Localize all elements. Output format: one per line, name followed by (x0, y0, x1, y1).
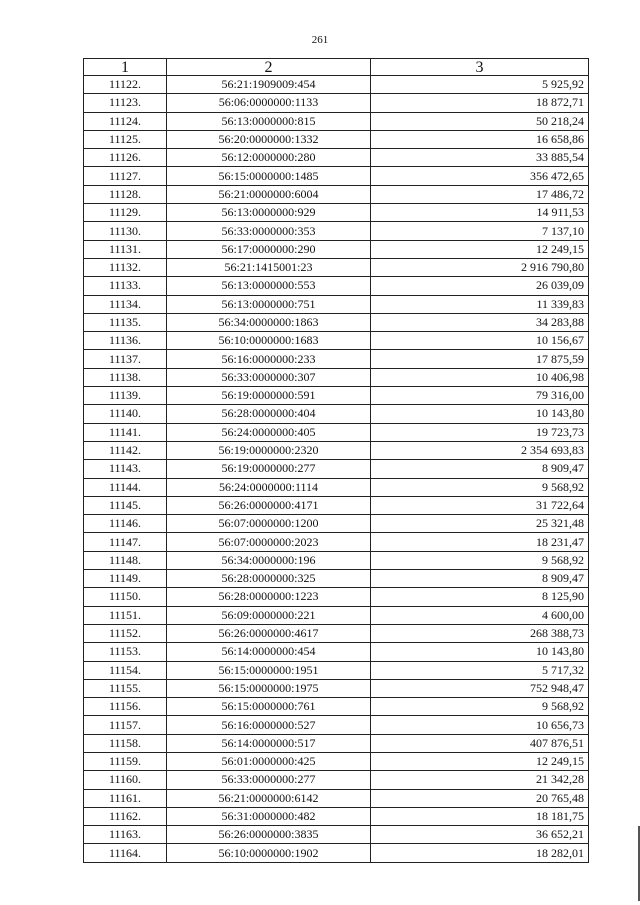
table-row (84, 258, 589, 276)
value-cell: 5 925,92 (371, 76, 589, 94)
row-index-cell: 11144. (84, 478, 167, 496)
cadastral-number-cell: 56:19:0000000:591 (167, 387, 371, 405)
row-index-cell: 11132. (84, 258, 167, 276)
cadastral-number-cell: 56:33:0000000:307 (167, 368, 371, 386)
value-cell: 9 568,92 (371, 698, 589, 716)
cadastral-number-cell: 56:15:0000000:1951 (167, 661, 371, 679)
cadastral-number-cell: 56:07:0000000:1200 (167, 515, 371, 533)
value-cell: 36 652,21 (371, 826, 589, 844)
cadastral-number-cell: 56:24:0000000:405 (167, 423, 371, 441)
cadastral-number-cell: 56:21:0000000:6004 (167, 185, 371, 203)
row-index-cell: 11155. (84, 679, 167, 697)
cadastral-number-cell: 56:15:0000000:1485 (167, 167, 371, 185)
row-index-cell: 11128. (84, 185, 167, 203)
cadastral-number-cell: 56:28:0000000:1223 (167, 588, 371, 606)
value-cell: 8 909,47 (371, 460, 589, 478)
row-index-cell: 11136. (84, 332, 167, 350)
row-index-cell: 11146. (84, 515, 167, 533)
row-index-cell: 11135. (84, 313, 167, 331)
table-row (84, 460, 589, 478)
row-index-cell: 11150. (84, 588, 167, 606)
cadastral-number-cell: 56:34:0000000:196 (167, 551, 371, 569)
table-row (84, 240, 589, 258)
cadastral-table (83, 58, 589, 863)
table-row (84, 277, 589, 295)
row-index-cell: 11126. (84, 149, 167, 167)
row-index-cell: 11145. (84, 496, 167, 514)
table-row (84, 423, 589, 441)
value-cell: 407 876,51 (371, 734, 589, 752)
row-index-cell: 11160. (84, 771, 167, 789)
cadastral-number-cell: 56:14:0000000:517 (167, 734, 371, 752)
value-cell: 79 316,00 (371, 387, 589, 405)
row-index-cell: 11158. (84, 734, 167, 752)
row-index-cell: 11143. (84, 460, 167, 478)
table-row (84, 679, 589, 697)
cadastral-number-cell: 56:26:0000000:4171 (167, 496, 371, 514)
table-row (84, 551, 589, 569)
row-index-cell: 11151. (84, 606, 167, 624)
table-row (84, 405, 589, 423)
row-index-cell: 11140. (84, 405, 167, 423)
row-index-cell: 11147. (84, 533, 167, 551)
table-row (84, 222, 589, 240)
cadastral-number-cell: 56:31:0000000:482 (167, 807, 371, 825)
table-body (84, 76, 589, 863)
row-index-cell: 11149. (84, 570, 167, 588)
cadastral-number-cell: 56:09:0000000:221 (167, 606, 371, 624)
value-cell: 17 486,72 (371, 185, 589, 203)
table-row (84, 771, 589, 789)
table-row (84, 112, 589, 130)
row-index-cell: 11164. (84, 844, 167, 862)
cadastral-number-cell: 56:16:0000000:233 (167, 350, 371, 368)
value-cell: 12 249,15 (371, 752, 589, 770)
row-index-cell: 11122. (84, 76, 167, 94)
value-cell: 9 568,92 (371, 478, 589, 496)
row-index-cell: 11138. (84, 368, 167, 386)
value-cell: 16 658,86 (371, 130, 589, 148)
table-row (84, 716, 589, 734)
table-row (84, 844, 589, 862)
value-cell: 10 406,98 (371, 368, 589, 386)
value-cell: 18 181,75 (371, 807, 589, 825)
row-index-cell: 11163. (84, 826, 167, 844)
cadastral-number-cell: 56:07:0000000:2023 (167, 533, 371, 551)
table-row (84, 789, 589, 807)
value-cell: 356 472,65 (371, 167, 589, 185)
cadastral-number-cell: 56:21:1909009:454 (167, 76, 371, 94)
table-row (84, 661, 589, 679)
row-index-cell: 11148. (84, 551, 167, 569)
row-index-cell: 11154. (84, 661, 167, 679)
cadastral-number-cell: 56:34:0000000:1863 (167, 313, 371, 331)
table-row (84, 496, 589, 514)
table-row (84, 313, 589, 331)
column-header-value: 3 (371, 59, 589, 76)
cadastral-number-cell: 56:15:0000000:761 (167, 698, 371, 716)
value-cell: 8 909,47 (371, 570, 589, 588)
table-row (84, 368, 589, 386)
value-cell: 34 283,88 (371, 313, 589, 331)
cadastral-number-cell: 56:28:0000000:325 (167, 570, 371, 588)
value-cell: 25 321,48 (371, 515, 589, 533)
value-cell: 5 717,32 (371, 661, 589, 679)
cadastral-number-cell: 56:10:0000000:1902 (167, 844, 371, 862)
row-index-cell: 11162. (84, 807, 167, 825)
table-row (84, 167, 589, 185)
value-cell: 10 143,80 (371, 405, 589, 423)
table-row (84, 826, 589, 844)
value-cell: 31 722,64 (371, 496, 589, 514)
value-cell: 10 656,73 (371, 716, 589, 734)
value-cell: 2 916 790,80 (371, 258, 589, 276)
cadastral-number-cell: 56:15:0000000:1975 (167, 679, 371, 697)
table-row (84, 185, 589, 203)
table-row (84, 570, 589, 588)
value-cell: 4 600,00 (371, 606, 589, 624)
row-index-cell: 11137. (84, 350, 167, 368)
value-cell: 9 568,92 (371, 551, 589, 569)
cadastral-number-cell: 56:13:0000000:929 (167, 204, 371, 222)
value-cell: 11 339,83 (371, 295, 589, 313)
cadastral-number-cell: 56:13:0000000:751 (167, 295, 371, 313)
value-cell: 752 948,47 (371, 679, 589, 697)
table-row (84, 149, 589, 167)
cadastral-number-cell: 56:20:0000000:1332 (167, 130, 371, 148)
cadastral-number-cell: 56:21:0000000:6142 (167, 789, 371, 807)
row-index-cell: 11134. (84, 295, 167, 313)
table-row (84, 807, 589, 825)
value-cell: 18 282,01 (371, 844, 589, 862)
cadastral-number-cell: 56:10:0000000:1683 (167, 332, 371, 350)
row-index-cell: 11125. (84, 130, 167, 148)
row-index-cell: 11139. (84, 387, 167, 405)
table-row (84, 295, 589, 313)
table-row (84, 204, 589, 222)
value-cell: 8 125,90 (371, 588, 589, 606)
value-cell: 7 137,10 (371, 222, 589, 240)
value-cell: 50 218,24 (371, 112, 589, 130)
table-header-row (84, 59, 589, 76)
cadastral-number-cell: 56:33:0000000:277 (167, 771, 371, 789)
row-index-cell: 11159. (84, 752, 167, 770)
row-index-cell: 11123. (84, 94, 167, 112)
table-row (84, 734, 589, 752)
row-index-cell: 11156. (84, 698, 167, 716)
cadastral-number-cell: 56:21:1415001:23 (167, 258, 371, 276)
cadastral-number-cell: 56:19:0000000:277 (167, 460, 371, 478)
value-cell: 10 143,80 (371, 643, 589, 661)
table-row (84, 515, 589, 533)
cadastral-number-cell: 56:13:0000000:553 (167, 277, 371, 295)
row-index-cell: 11131. (84, 240, 167, 258)
cadastral-number-cell: 56:01:0000000:425 (167, 752, 371, 770)
table-row (84, 624, 589, 642)
column-header-index: 1 (84, 59, 167, 76)
table-row (84, 478, 589, 496)
table-row (84, 94, 589, 112)
row-index-cell: 11129. (84, 204, 167, 222)
cadastral-number-cell: 56:06:0000000:1133 (167, 94, 371, 112)
cadastral-number-cell: 56:12:0000000:280 (167, 149, 371, 167)
cadastral-number-cell: 56:14:0000000:454 (167, 643, 371, 661)
cadastral-number-cell: 56:17:0000000:290 (167, 240, 371, 258)
cadastral-number-cell: 56:28:0000000:404 (167, 405, 371, 423)
value-cell: 14 911,53 (371, 204, 589, 222)
table-row (84, 606, 589, 624)
cadastral-number-cell: 56:26:0000000:4617 (167, 624, 371, 642)
value-cell: 2 354 693,83 (371, 441, 589, 459)
value-cell: 268 388,73 (371, 624, 589, 642)
cadastral-number-cell: 56:33:0000000:353 (167, 222, 371, 240)
cadastral-number-cell: 56:24:0000000:1114 (167, 478, 371, 496)
row-index-cell: 11141. (84, 423, 167, 441)
value-cell: 18 231,47 (371, 533, 589, 551)
table-row (84, 643, 589, 661)
table-row (84, 588, 589, 606)
table-row (84, 387, 589, 405)
table-row (84, 76, 589, 94)
page-number: 261 (311, 34, 329, 46)
value-cell: 12 249,15 (371, 240, 589, 258)
row-index-cell: 11124. (84, 112, 167, 130)
cadastral-number-cell: 56:26:0000000:3835 (167, 826, 371, 844)
value-cell: 33 885,54 (371, 149, 589, 167)
cadastral-number-cell: 56:19:0000000:2320 (167, 441, 371, 459)
value-cell: 10 156,67 (371, 332, 589, 350)
value-cell: 19 723,73 (371, 423, 589, 441)
table-row (84, 332, 589, 350)
cadastral-number-cell: 56:13:0000000:815 (167, 112, 371, 130)
table-row (84, 533, 589, 551)
cadastral-number-cell: 56:16:0000000:527 (167, 716, 371, 734)
table-row (84, 350, 589, 368)
table-row (84, 698, 589, 716)
row-index-cell: 11152. (84, 624, 167, 642)
value-cell: 20 765,48 (371, 789, 589, 807)
row-index-cell: 11142. (84, 441, 167, 459)
table-row (84, 752, 589, 770)
row-index-cell: 11130. (84, 222, 167, 240)
row-index-cell: 11133. (84, 277, 167, 295)
row-index-cell: 11161. (84, 789, 167, 807)
row-index-cell: 11127. (84, 167, 167, 185)
table-row (84, 441, 589, 459)
value-cell: 26 039,09 (371, 277, 589, 295)
row-index-cell: 11153. (84, 643, 167, 661)
row-index-cell: 11157. (84, 716, 167, 734)
value-cell: 21 342,28 (371, 771, 589, 789)
value-cell: 18 872,71 (371, 94, 589, 112)
column-header-cadastral-number: 2 (167, 59, 371, 76)
table-row (84, 130, 589, 148)
value-cell: 17 875,59 (371, 350, 589, 368)
